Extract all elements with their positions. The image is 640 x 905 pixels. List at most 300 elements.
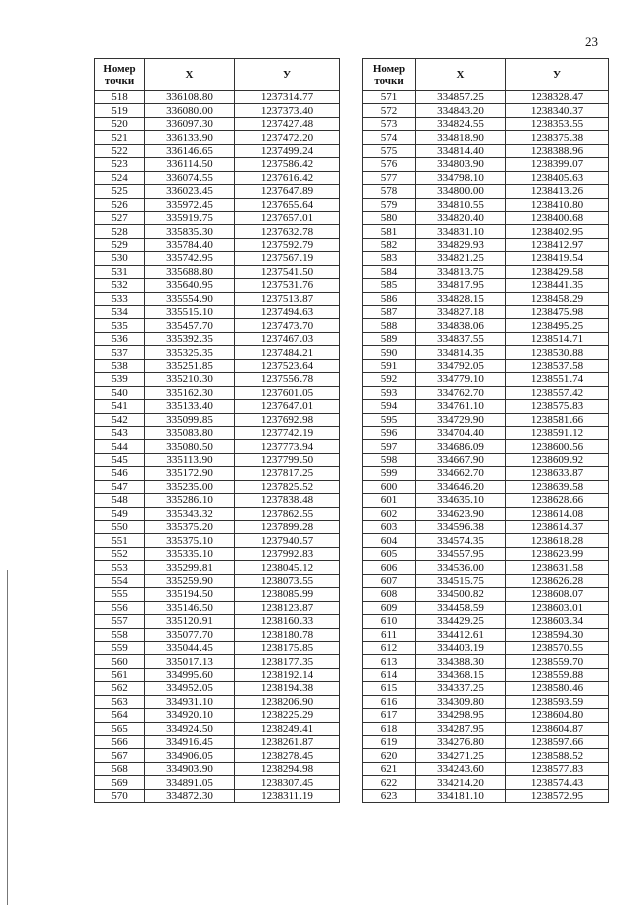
x-coordinate-cell: 334817.95 xyxy=(416,279,506,292)
table-row xyxy=(363,547,609,560)
x-coordinate-cell: 336097.30 xyxy=(145,117,235,130)
point-number-cell: 541 xyxy=(95,400,145,413)
table-row xyxy=(363,440,609,453)
y-coordinate-cell: 1237314.77 xyxy=(235,91,340,104)
y-coordinate-cell: 1237523.64 xyxy=(235,359,340,372)
point-number-cell: 555 xyxy=(95,588,145,601)
y-coordinate-cell: 1237692.98 xyxy=(235,413,340,426)
table-row xyxy=(363,91,609,104)
y-coordinate-cell: 1238410.80 xyxy=(506,198,609,211)
y-coordinate-cell: 1238085.99 xyxy=(235,588,340,601)
x-coordinate-cell: 335251.85 xyxy=(145,359,235,372)
point-number-cell: 529 xyxy=(95,238,145,251)
table-row xyxy=(95,668,340,681)
x-coordinate-cell: 335335.10 xyxy=(145,547,235,560)
x-coordinate-cell: 334827.18 xyxy=(416,306,506,319)
point-number-cell: 598 xyxy=(363,453,416,466)
x-coordinate-cell: 334536.00 xyxy=(416,561,506,574)
y-coordinate-cell: 1237556.78 xyxy=(235,373,340,386)
table-row xyxy=(95,426,340,439)
x-coordinate-cell: 334704.40 xyxy=(416,426,506,439)
table-row xyxy=(95,521,340,534)
table-row xyxy=(363,561,609,574)
table-row xyxy=(363,453,609,466)
point-number-cell: 526 xyxy=(95,198,145,211)
x-coordinate-cell: 334820.40 xyxy=(416,211,506,224)
header-y: У xyxy=(235,59,340,91)
header-x: X xyxy=(416,59,506,91)
table-row xyxy=(95,131,340,144)
table-row xyxy=(95,547,340,560)
coordinates-table-right xyxy=(362,58,609,803)
x-coordinate-cell: 334798.10 xyxy=(416,171,506,184)
x-coordinate-cell: 335457.70 xyxy=(145,319,235,332)
table-row xyxy=(363,668,609,681)
point-number-cell: 569 xyxy=(95,776,145,789)
point-number-cell: 546 xyxy=(95,467,145,480)
point-number-cell: 609 xyxy=(363,601,416,614)
point-number-cell: 551 xyxy=(95,534,145,547)
x-coordinate-cell: 336108.80 xyxy=(145,91,235,104)
table-row xyxy=(363,776,609,789)
y-coordinate-cell: 1238608.07 xyxy=(506,588,609,601)
point-number-cell: 601 xyxy=(363,494,416,507)
y-coordinate-cell: 1238429.58 xyxy=(506,265,609,278)
y-coordinate-cell: 1238557.42 xyxy=(506,386,609,399)
point-number-cell: 623 xyxy=(363,789,416,802)
x-coordinate-cell: 335077.70 xyxy=(145,628,235,641)
point-number-cell: 606 xyxy=(363,561,416,574)
y-coordinate-cell: 1238514.71 xyxy=(506,332,609,345)
table-row xyxy=(95,467,340,480)
table-row xyxy=(363,319,609,332)
table-row xyxy=(363,722,609,735)
header-point-number-line1: Номер xyxy=(372,62,406,75)
x-coordinate-cell: 335083.80 xyxy=(145,426,235,439)
table-row xyxy=(363,534,609,547)
point-number-cell: 528 xyxy=(95,225,145,238)
table-row xyxy=(95,682,340,695)
x-coordinate-cell: 334337.25 xyxy=(416,682,506,695)
header-y: У xyxy=(506,59,609,91)
y-coordinate-cell: 1238419.54 xyxy=(506,252,609,265)
table-row xyxy=(95,588,340,601)
table-row xyxy=(95,400,340,413)
point-number-cell: 607 xyxy=(363,574,416,587)
point-number-cell: 571 xyxy=(363,91,416,104)
point-number-cell: 568 xyxy=(95,762,145,775)
y-coordinate-cell: 1238603.01 xyxy=(506,601,609,614)
y-coordinate-cell: 1237817.25 xyxy=(235,467,340,480)
x-coordinate-cell: 334916.45 xyxy=(145,736,235,749)
x-coordinate-cell: 334662.70 xyxy=(416,467,506,480)
x-coordinate-cell: 334829.93 xyxy=(416,238,506,251)
point-number-cell: 532 xyxy=(95,279,145,292)
table-row xyxy=(363,373,609,386)
x-coordinate-cell: 334920.10 xyxy=(145,709,235,722)
table-row xyxy=(363,211,609,224)
x-coordinate-cell: 334243.60 xyxy=(416,762,506,775)
y-coordinate-cell: 1238307.45 xyxy=(235,776,340,789)
table-row xyxy=(95,252,340,265)
y-coordinate-cell: 1238600.56 xyxy=(506,440,609,453)
point-number-cell: 559 xyxy=(95,641,145,654)
table-row xyxy=(363,386,609,399)
x-coordinate-cell: 334903.90 xyxy=(145,762,235,775)
y-coordinate-cell: 1238593.59 xyxy=(506,695,609,708)
x-coordinate-cell: 334596.38 xyxy=(416,521,506,534)
table-row xyxy=(363,306,609,319)
y-coordinate-cell: 1237799.50 xyxy=(235,453,340,466)
point-number-cell: 619 xyxy=(363,736,416,749)
x-coordinate-cell: 336080.00 xyxy=(145,104,235,117)
table-row xyxy=(95,279,340,292)
coordinates-table-left xyxy=(94,58,340,803)
table-row xyxy=(95,292,340,305)
table-row xyxy=(95,628,340,641)
header-x: X xyxy=(145,59,235,91)
point-number-cell: 577 xyxy=(363,171,416,184)
y-coordinate-cell: 1238618.28 xyxy=(506,534,609,547)
point-number-cell: 588 xyxy=(363,319,416,332)
point-number-cell: 540 xyxy=(95,386,145,399)
table-row xyxy=(363,588,609,601)
x-coordinate-cell: 334667.90 xyxy=(416,453,506,466)
x-coordinate-cell: 334831.10 xyxy=(416,225,506,238)
header-point-number xyxy=(95,59,145,91)
point-number-cell: 580 xyxy=(363,211,416,224)
y-coordinate-cell: 1237586.42 xyxy=(235,158,340,171)
y-coordinate-cell: 1238400.68 xyxy=(506,211,609,224)
point-number-cell: 579 xyxy=(363,198,416,211)
y-coordinate-cell: 1237373.40 xyxy=(235,104,340,117)
y-coordinate-cell: 1238623.99 xyxy=(506,547,609,560)
y-coordinate-cell: 1237825.52 xyxy=(235,480,340,493)
y-coordinate-cell: 1237838.48 xyxy=(235,494,340,507)
point-number-cell: 584 xyxy=(363,265,416,278)
point-number-cell: 565 xyxy=(95,722,145,735)
y-coordinate-cell: 1238177.35 xyxy=(235,655,340,668)
y-coordinate-cell: 1238628.66 xyxy=(506,494,609,507)
y-coordinate-cell: 1238633.87 xyxy=(506,467,609,480)
x-coordinate-cell: 334952.05 xyxy=(145,682,235,695)
y-coordinate-cell: 1238639.58 xyxy=(506,480,609,493)
x-coordinate-cell: 334515.75 xyxy=(416,574,506,587)
table-row xyxy=(95,762,340,775)
x-coordinate-cell: 335044.45 xyxy=(145,641,235,654)
y-coordinate-cell: 1237657.01 xyxy=(235,211,340,224)
y-coordinate-cell: 1238412.97 xyxy=(506,238,609,251)
x-coordinate-cell: 334271.25 xyxy=(416,749,506,762)
scan-margin-line xyxy=(7,570,8,905)
x-coordinate-cell: 334368.15 xyxy=(416,668,506,681)
y-coordinate-cell: 1238603.34 xyxy=(506,615,609,628)
table-row xyxy=(95,158,340,171)
x-coordinate-cell: 334388.30 xyxy=(416,655,506,668)
table-row xyxy=(95,346,340,359)
x-coordinate-cell: 335325.35 xyxy=(145,346,235,359)
y-coordinate-cell: 1238572.95 xyxy=(506,789,609,802)
x-coordinate-cell: 334837.55 xyxy=(416,332,506,345)
table-row xyxy=(363,359,609,372)
x-coordinate-cell: 334214.20 xyxy=(416,776,506,789)
x-coordinate-cell: 334574.35 xyxy=(416,534,506,547)
x-coordinate-cell: 334792.05 xyxy=(416,359,506,372)
table-row xyxy=(363,198,609,211)
table-row xyxy=(95,440,340,453)
point-number-cell: 595 xyxy=(363,413,416,426)
x-coordinate-cell: 335133.40 xyxy=(145,400,235,413)
header-point-number-line1: Номер xyxy=(103,62,136,75)
y-coordinate-cell: 1237567.19 xyxy=(235,252,340,265)
point-number-cell: 616 xyxy=(363,695,416,708)
y-coordinate-cell: 1238399.07 xyxy=(506,158,609,171)
y-coordinate-cell: 1237992.83 xyxy=(235,547,340,560)
y-coordinate-cell: 1237541.50 xyxy=(235,265,340,278)
table-row xyxy=(363,426,609,439)
point-number-cell: 548 xyxy=(95,494,145,507)
point-number-cell: 535 xyxy=(95,319,145,332)
table-row xyxy=(363,749,609,762)
y-coordinate-cell: 1238559.70 xyxy=(506,655,609,668)
header-point-number xyxy=(363,59,416,91)
x-coordinate-cell: 334635.10 xyxy=(416,494,506,507)
table-row xyxy=(95,494,340,507)
x-coordinate-cell: 336114.50 xyxy=(145,158,235,171)
table-row xyxy=(363,265,609,278)
point-number-cell: 574 xyxy=(363,131,416,144)
table-row xyxy=(95,185,340,198)
point-number-cell: 591 xyxy=(363,359,416,372)
table-row xyxy=(363,400,609,413)
x-coordinate-cell: 334828.15 xyxy=(416,292,506,305)
x-coordinate-cell: 334813.75 xyxy=(416,265,506,278)
y-coordinate-cell: 1238495.25 xyxy=(506,319,609,332)
point-number-cell: 531 xyxy=(95,265,145,278)
y-coordinate-cell: 1238405.63 xyxy=(506,171,609,184)
point-number-cell: 593 xyxy=(363,386,416,399)
point-number-cell: 573 xyxy=(363,117,416,130)
point-number-cell: 596 xyxy=(363,426,416,439)
table-row xyxy=(95,789,340,802)
y-coordinate-cell: 1238530.88 xyxy=(506,346,609,359)
table-row xyxy=(363,494,609,507)
x-coordinate-cell: 335120.91 xyxy=(145,615,235,628)
table-row xyxy=(363,332,609,345)
table-row xyxy=(95,722,340,735)
point-number-cell: 576 xyxy=(363,158,416,171)
y-coordinate-cell: 1238575.83 xyxy=(506,400,609,413)
x-coordinate-cell: 334800.00 xyxy=(416,185,506,198)
y-coordinate-cell: 1238458.29 xyxy=(506,292,609,305)
table-row xyxy=(95,480,340,493)
x-coordinate-cell: 334906.05 xyxy=(145,749,235,762)
point-number-cell: 613 xyxy=(363,655,416,668)
table-row xyxy=(363,601,609,614)
x-coordinate-cell: 334814.35 xyxy=(416,346,506,359)
y-coordinate-cell: 1237484.21 xyxy=(235,346,340,359)
x-coordinate-cell: 335784.40 xyxy=(145,238,235,251)
y-coordinate-cell: 1238160.33 xyxy=(235,615,340,628)
table-row xyxy=(95,211,340,224)
y-coordinate-cell: 1238311.19 xyxy=(235,789,340,802)
table-row xyxy=(363,225,609,238)
point-number-cell: 525 xyxy=(95,185,145,198)
x-coordinate-cell: 335162.30 xyxy=(145,386,235,399)
y-coordinate-cell: 1237647.01 xyxy=(235,400,340,413)
point-number-cell: 611 xyxy=(363,628,416,641)
y-coordinate-cell: 1237601.05 xyxy=(235,386,340,399)
x-coordinate-cell: 335515.10 xyxy=(145,306,235,319)
table-row xyxy=(363,144,609,157)
point-number-cell: 622 xyxy=(363,776,416,789)
point-number-cell: 589 xyxy=(363,332,416,345)
point-number-cell: 620 xyxy=(363,749,416,762)
table-row xyxy=(363,279,609,292)
x-coordinate-cell: 334821.25 xyxy=(416,252,506,265)
x-coordinate-cell: 334779.10 xyxy=(416,373,506,386)
y-coordinate-cell: 1237655.64 xyxy=(235,198,340,211)
point-number-cell: 547 xyxy=(95,480,145,493)
point-number-cell: 561 xyxy=(95,668,145,681)
x-coordinate-cell: 335688.80 xyxy=(145,265,235,278)
x-coordinate-cell: 334803.90 xyxy=(416,158,506,171)
table-row xyxy=(95,117,340,130)
point-number-cell: 549 xyxy=(95,507,145,520)
table-row xyxy=(363,628,609,641)
point-number-cell: 527 xyxy=(95,211,145,224)
point-number-cell: 552 xyxy=(95,547,145,560)
y-coordinate-cell: 1238123.87 xyxy=(235,601,340,614)
y-coordinate-cell: 1238580.46 xyxy=(506,682,609,695)
point-number-cell: 533 xyxy=(95,292,145,305)
table-row xyxy=(95,91,340,104)
point-number-cell: 572 xyxy=(363,104,416,117)
x-coordinate-cell: 336133.90 xyxy=(145,131,235,144)
point-number-cell: 545 xyxy=(95,453,145,466)
x-coordinate-cell: 334762.70 xyxy=(416,386,506,399)
table-row xyxy=(363,655,609,668)
table-row xyxy=(363,682,609,695)
table-row xyxy=(363,158,609,171)
x-coordinate-cell: 334838.06 xyxy=(416,319,506,332)
y-coordinate-cell: 1237632.78 xyxy=(235,225,340,238)
table-row xyxy=(363,641,609,654)
point-number-cell: 556 xyxy=(95,601,145,614)
y-coordinate-cell: 1238328.47 xyxy=(506,91,609,104)
point-number-cell: 612 xyxy=(363,641,416,654)
y-coordinate-cell: 1237616.42 xyxy=(235,171,340,184)
table-row xyxy=(363,413,609,426)
point-number-cell: 592 xyxy=(363,373,416,386)
y-coordinate-cell: 1237940.57 xyxy=(235,534,340,547)
point-number-cell: 566 xyxy=(95,736,145,749)
y-coordinate-cell: 1238604.87 xyxy=(506,722,609,735)
header-point-number-line2: точки xyxy=(374,74,404,87)
table-row xyxy=(363,252,609,265)
x-coordinate-cell: 334298.95 xyxy=(416,709,506,722)
table-row xyxy=(95,386,340,399)
point-number-cell: 538 xyxy=(95,359,145,372)
point-number-cell: 567 xyxy=(95,749,145,762)
point-number-cell: 537 xyxy=(95,346,145,359)
table-row xyxy=(95,641,340,654)
table-row xyxy=(95,198,340,211)
y-coordinate-cell: 1238588.52 xyxy=(506,749,609,762)
y-coordinate-cell: 1237899.28 xyxy=(235,521,340,534)
y-coordinate-cell: 1238175.85 xyxy=(235,641,340,654)
x-coordinate-cell: 334181.10 xyxy=(416,789,506,802)
table-row xyxy=(95,144,340,157)
x-coordinate-cell: 335235.00 xyxy=(145,480,235,493)
table-row xyxy=(95,319,340,332)
y-coordinate-cell: 1238475.98 xyxy=(506,306,609,319)
y-coordinate-cell: 1238294.98 xyxy=(235,762,340,775)
x-coordinate-cell: 334857.25 xyxy=(416,91,506,104)
x-coordinate-cell: 334761.10 xyxy=(416,400,506,413)
table-row xyxy=(363,574,609,587)
table-row xyxy=(363,736,609,749)
y-coordinate-cell: 1238340.37 xyxy=(506,104,609,117)
x-coordinate-cell: 334623.90 xyxy=(416,507,506,520)
x-coordinate-cell: 335640.95 xyxy=(145,279,235,292)
x-coordinate-cell: 335210.30 xyxy=(145,373,235,386)
x-coordinate-cell: 334995.60 xyxy=(145,668,235,681)
y-coordinate-cell: 1237531.76 xyxy=(235,279,340,292)
point-number-cell: 562 xyxy=(95,682,145,695)
table-row xyxy=(95,736,340,749)
table-row xyxy=(363,292,609,305)
y-coordinate-cell: 1238577.83 xyxy=(506,762,609,775)
x-coordinate-cell: 334824.55 xyxy=(416,117,506,130)
point-number-cell: 554 xyxy=(95,574,145,587)
table-row xyxy=(363,117,609,130)
point-number-cell: 519 xyxy=(95,104,145,117)
table-row xyxy=(363,104,609,117)
table-row xyxy=(363,467,609,480)
point-number-cell: 544 xyxy=(95,440,145,453)
point-number-cell: 586 xyxy=(363,292,416,305)
y-coordinate-cell: 1238551.74 xyxy=(506,373,609,386)
table-row xyxy=(363,185,609,198)
point-number-cell: 617 xyxy=(363,709,416,722)
point-number-cell: 600 xyxy=(363,480,416,493)
y-coordinate-cell: 1238581.66 xyxy=(506,413,609,426)
x-coordinate-cell: 335835.30 xyxy=(145,225,235,238)
point-number-cell: 539 xyxy=(95,373,145,386)
table-row xyxy=(363,615,609,628)
point-number-cell: 602 xyxy=(363,507,416,520)
y-coordinate-cell: 1238604.80 xyxy=(506,709,609,722)
x-coordinate-cell: 334276.80 xyxy=(416,736,506,749)
point-number-cell: 604 xyxy=(363,534,416,547)
x-coordinate-cell: 335392.35 xyxy=(145,332,235,345)
y-coordinate-cell: 1238278.45 xyxy=(235,749,340,762)
y-coordinate-cell: 1237592.79 xyxy=(235,238,340,251)
table-row xyxy=(95,574,340,587)
table-row xyxy=(95,413,340,426)
x-coordinate-cell: 336023.45 xyxy=(145,185,235,198)
y-coordinate-cell: 1238192.14 xyxy=(235,668,340,681)
y-coordinate-cell: 1238206.90 xyxy=(235,695,340,708)
point-number-cell: 621 xyxy=(363,762,416,775)
y-coordinate-cell: 1237862.55 xyxy=(235,507,340,520)
point-number-cell: 524 xyxy=(95,171,145,184)
point-number-cell: 534 xyxy=(95,306,145,319)
table-row xyxy=(95,601,340,614)
point-number-cell: 564 xyxy=(95,709,145,722)
table-row xyxy=(95,695,340,708)
